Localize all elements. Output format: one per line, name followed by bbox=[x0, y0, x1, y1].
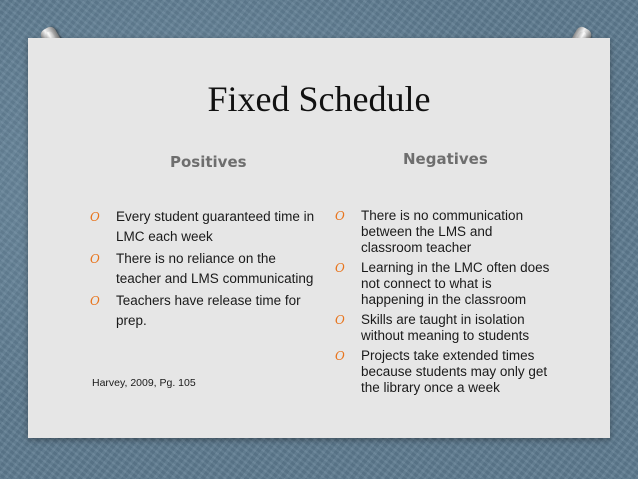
bullet-marker: O bbox=[90, 210, 100, 224]
list-item-text: Skills are taught in isolation without meaning to students bbox=[361, 312, 530, 343]
slide-title: Fixed Schedule bbox=[207, 79, 431, 119]
list-item bbox=[335, 208, 550, 256]
list-item bbox=[90, 207, 320, 247]
list-item bbox=[335, 348, 550, 396]
list-item bbox=[90, 291, 320, 331]
list-item-text: Learning in the LMC often does not connect to what is happening in the classroom bbox=[361, 260, 550, 307]
negatives-list bbox=[335, 208, 550, 400]
positives-list bbox=[90, 207, 320, 333]
list-item-text: There is no reliance on the teacher and LMS communicating bbox=[116, 251, 314, 286]
bullet-marker: O bbox=[335, 209, 345, 223]
list-item bbox=[335, 312, 550, 344]
negatives-heading: Negatives bbox=[403, 150, 488, 168]
list-item-text: Projects take extended times because students may only get the library once a week bbox=[361, 348, 548, 395]
bullet-marker: O bbox=[335, 313, 345, 327]
bullet-marker: O bbox=[335, 261, 345, 275]
positives-heading: Positives bbox=[170, 153, 247, 171]
list-item bbox=[335, 260, 550, 308]
list-item-text: There is no communication between the LMS and classroom teacher bbox=[361, 208, 524, 255]
bullet-marker: O bbox=[90, 252, 100, 266]
list-item-text: Every student guaranteed time in LMC each week bbox=[116, 209, 315, 244]
list-item bbox=[90, 249, 320, 289]
bullet-marker: O bbox=[335, 349, 345, 363]
bullet-marker: O bbox=[90, 294, 100, 308]
list-item-text: Teachers have release time for prep. bbox=[116, 293, 301, 328]
citation: Harvey, 2009, Pg. 105 bbox=[92, 377, 196, 389]
